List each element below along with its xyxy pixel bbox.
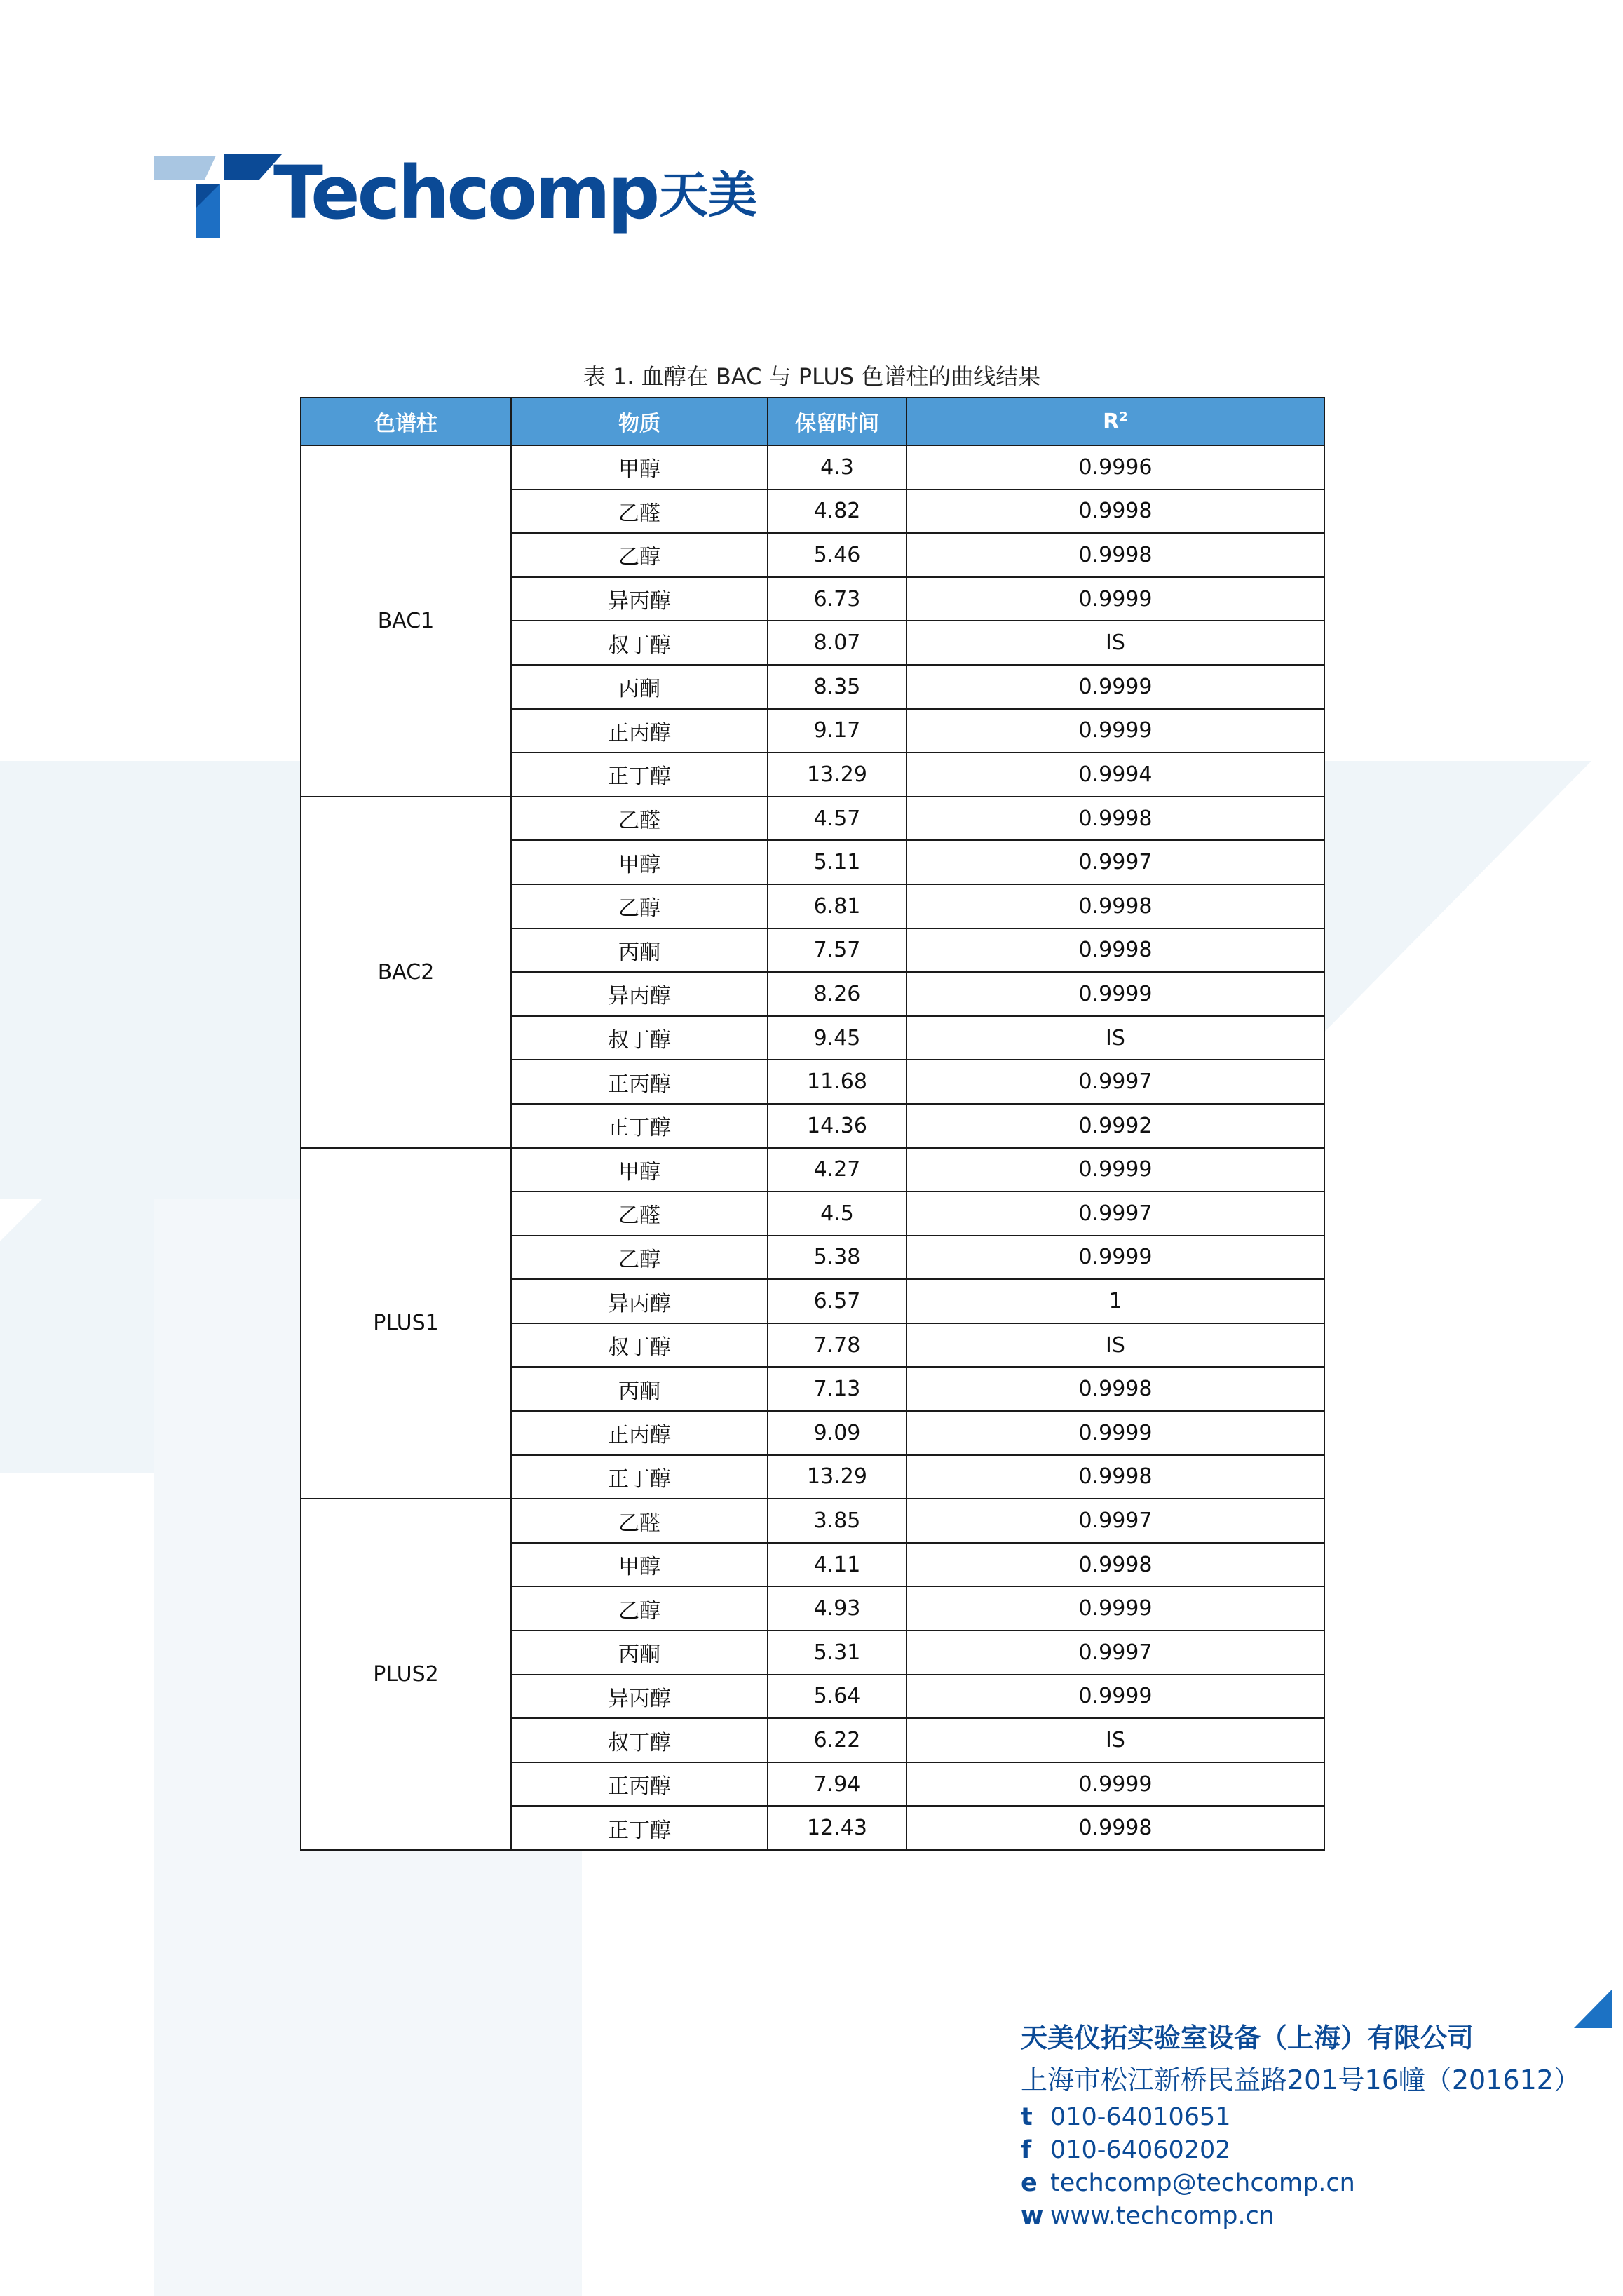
header-r-squared xyxy=(906,398,1324,445)
table-header-row xyxy=(301,398,1324,445)
substance-cell: 正丁醇 xyxy=(511,1455,768,1499)
r2-cell: 0.9999 xyxy=(906,1236,1324,1280)
substance-cell: 丙酮 xyxy=(511,928,768,973)
r2-cell: 0.9998 xyxy=(906,797,1324,841)
retention-cell: 4.27 xyxy=(768,1148,906,1192)
retention-cell: 13.29 xyxy=(768,1455,906,1499)
retention-cell: 4.93 xyxy=(768,1586,906,1630)
techcomp-logo xyxy=(154,147,785,245)
r2-cell: 0.9998 xyxy=(906,533,1324,577)
substance-cell: 丙酮 xyxy=(511,1630,768,1675)
retention-cell: 5.11 xyxy=(768,840,906,884)
phone-key: t xyxy=(1021,2103,1033,2131)
r2-cell: 0.9999 xyxy=(906,1148,1324,1192)
substance-cell: 甲醇 xyxy=(511,840,768,884)
substance-cell: 丙酮 xyxy=(511,665,768,709)
r2-cell: 0.9999 xyxy=(906,1411,1324,1455)
r2-cell: 0.9999 xyxy=(906,709,1324,753)
logo-wordmark: Techcomp xyxy=(273,150,658,236)
phone-value: 010-64010651 xyxy=(1050,2103,1231,2131)
r2-cell: 0.9999 xyxy=(906,1586,1324,1630)
substance-cell: 甲醇 xyxy=(511,1148,768,1192)
substance-cell: 异丙醇 xyxy=(511,1675,768,1719)
r2-cell: 0.9997 xyxy=(906,840,1324,884)
r2-cell: 0.9997 xyxy=(906,1191,1324,1236)
r2-cell: 0.9997 xyxy=(906,1630,1324,1675)
substance-cell: 叔丁醇 xyxy=(511,1718,768,1762)
results-table xyxy=(300,397,1325,1851)
r2-cell: 0.9996 xyxy=(906,445,1324,489)
retention-cell: 9.09 xyxy=(768,1411,906,1455)
table-row xyxy=(301,1148,1324,1192)
substance-cell: 正丙醇 xyxy=(511,1060,768,1104)
footer-fax xyxy=(1021,2134,1596,2167)
substance-cell: 乙醛 xyxy=(511,1191,768,1236)
substance-cell: 异丙醇 xyxy=(511,1279,768,1323)
substance-cell: 乙醇 xyxy=(511,533,768,577)
r2-cell: 0.9999 xyxy=(906,577,1324,621)
r2-cell: 0.9999 xyxy=(906,1762,1324,1807)
r2-cell: 0.9998 xyxy=(906,1806,1324,1850)
r2-cell: 0.9997 xyxy=(906,1060,1324,1104)
r2-cell: 0.9999 xyxy=(906,665,1324,709)
r2-cell: 0.9998 xyxy=(906,884,1324,928)
substance-cell: 甲醇 xyxy=(511,1543,768,1587)
header-substance: 物质 xyxy=(511,398,768,445)
substance-cell: 乙醛 xyxy=(511,489,768,534)
email-value[interactable]: techcomp@techcomp.cn xyxy=(1050,2169,1355,2197)
retention-cell: 3.85 xyxy=(768,1499,906,1543)
retention-cell: 7.94 xyxy=(768,1762,906,1807)
r2-cell: 0.9999 xyxy=(906,1675,1324,1719)
fax-value: 010-64060202 xyxy=(1050,2136,1231,2164)
substance-cell: 正丁醇 xyxy=(511,1104,768,1148)
retention-cell: 11.68 xyxy=(768,1060,906,1104)
substance-cell: 乙醛 xyxy=(511,1499,768,1543)
r2-cell: 0.9997 xyxy=(906,1499,1324,1543)
column-group-cell: PLUS1 xyxy=(301,1148,511,1499)
retention-cell: 7.57 xyxy=(768,928,906,973)
retention-cell: 5.38 xyxy=(768,1236,906,1280)
table-caption: 表 1. 血醇在 BAC 与 PLUS 色谱柱的曲线结果 xyxy=(583,363,1041,390)
r2-cell: 0.9998 xyxy=(906,489,1324,534)
substance-cell: 异丙醇 xyxy=(511,972,768,1016)
footer-phone xyxy=(1021,2101,1596,2134)
retention-cell: 12.43 xyxy=(768,1806,906,1850)
retention-cell: 9.17 xyxy=(768,709,906,753)
retention-cell: 6.81 xyxy=(768,884,906,928)
substance-cell: 乙醇 xyxy=(511,1586,768,1630)
r2-cell: 0.9998 xyxy=(906,928,1324,973)
retention-cell: 13.29 xyxy=(768,752,906,797)
r2-cell: 0.9998 xyxy=(906,1455,1324,1499)
substance-cell: 正丙醇 xyxy=(511,709,768,753)
substance-cell: 甲醇 xyxy=(511,445,768,489)
retention-cell: 6.73 xyxy=(768,577,906,621)
footer-contact-block xyxy=(1021,2017,1596,2233)
retention-cell: 5.64 xyxy=(768,1675,906,1719)
logo-chinese-name: 天美 xyxy=(659,166,757,224)
substance-cell: 正丙醇 xyxy=(511,1762,768,1807)
retention-cell: 7.78 xyxy=(768,1323,906,1368)
r2-cell: 0.9994 xyxy=(906,752,1324,797)
table-row xyxy=(301,797,1324,841)
r2-cell: 0.9998 xyxy=(906,1367,1324,1411)
fax-key: f xyxy=(1021,2136,1032,2164)
retention-cell: 6.22 xyxy=(768,1718,906,1762)
retention-cell: 5.46 xyxy=(768,533,906,577)
substance-cell: 正丁醇 xyxy=(511,752,768,797)
retention-cell: 8.07 xyxy=(768,621,906,665)
website-value[interactable]: www.techcomp.cn xyxy=(1050,2202,1275,2230)
footer-website xyxy=(1021,2200,1596,2233)
column-group-cell: BAC2 xyxy=(301,797,511,1148)
footer-email xyxy=(1021,2167,1596,2200)
r2-cell: 0.9998 xyxy=(906,1543,1324,1587)
substance-cell: 丙酮 xyxy=(511,1367,768,1411)
substance-cell: 正丁醇 xyxy=(511,1806,768,1850)
retention-cell: 4.57 xyxy=(768,797,906,841)
r2-cell: 0.9999 xyxy=(906,972,1324,1016)
retention-cell: 6.57 xyxy=(768,1279,906,1323)
footer-address: 上海市松江新桥民益路201号16幢（201612） xyxy=(1021,2065,1580,2095)
website-key: w xyxy=(1021,2202,1044,2230)
substance-cell: 乙醇 xyxy=(511,1236,768,1280)
r2-cell: 0.9992 xyxy=(906,1104,1324,1148)
r2-cell: IS xyxy=(906,1016,1324,1060)
retention-cell: 4.11 xyxy=(768,1543,906,1587)
header-r-base: R xyxy=(1103,409,1120,434)
retention-cell: 8.35 xyxy=(768,665,906,709)
retention-cell: 4.82 xyxy=(768,489,906,534)
r2-cell: IS xyxy=(906,621,1324,665)
substance-cell: 叔丁醇 xyxy=(511,1323,768,1368)
substance-cell: 异丙醇 xyxy=(511,577,768,621)
retention-cell: 7.13 xyxy=(768,1367,906,1411)
r2-cell: IS xyxy=(906,1718,1324,1762)
retention-cell: 4.3 xyxy=(768,445,906,489)
retention-cell: 4.5 xyxy=(768,1191,906,1236)
retention-cell: 5.31 xyxy=(768,1630,906,1675)
footer-company-name: 天美仪拓实验室设备（上海）有限公司 xyxy=(1021,2022,1474,2053)
r2-cell: IS xyxy=(906,1323,1324,1368)
header-retention-time: 保留时间 xyxy=(768,398,906,445)
substance-cell: 叔丁醇 xyxy=(511,621,768,665)
header-column: 色谱柱 xyxy=(301,398,511,445)
substance-cell: 正丙醇 xyxy=(511,1411,768,1455)
substance-cell: 乙醇 xyxy=(511,884,768,928)
table-row xyxy=(301,1499,1324,1543)
email-key: e xyxy=(1021,2169,1038,2197)
substance-cell: 叔丁醇 xyxy=(511,1016,768,1060)
column-group-cell: BAC1 xyxy=(301,445,511,797)
table-row xyxy=(301,445,1324,489)
retention-cell: 9.45 xyxy=(768,1016,906,1060)
substance-cell: 乙醛 xyxy=(511,797,768,841)
logo-mark-icon xyxy=(154,151,287,243)
retention-cell: 14.36 xyxy=(768,1104,906,1148)
retention-cell: 8.26 xyxy=(768,972,906,1016)
header-r-superscript: 2 xyxy=(1119,409,1128,424)
r2-cell: 1 xyxy=(906,1279,1324,1323)
column-group-cell: PLUS2 xyxy=(301,1499,511,1850)
